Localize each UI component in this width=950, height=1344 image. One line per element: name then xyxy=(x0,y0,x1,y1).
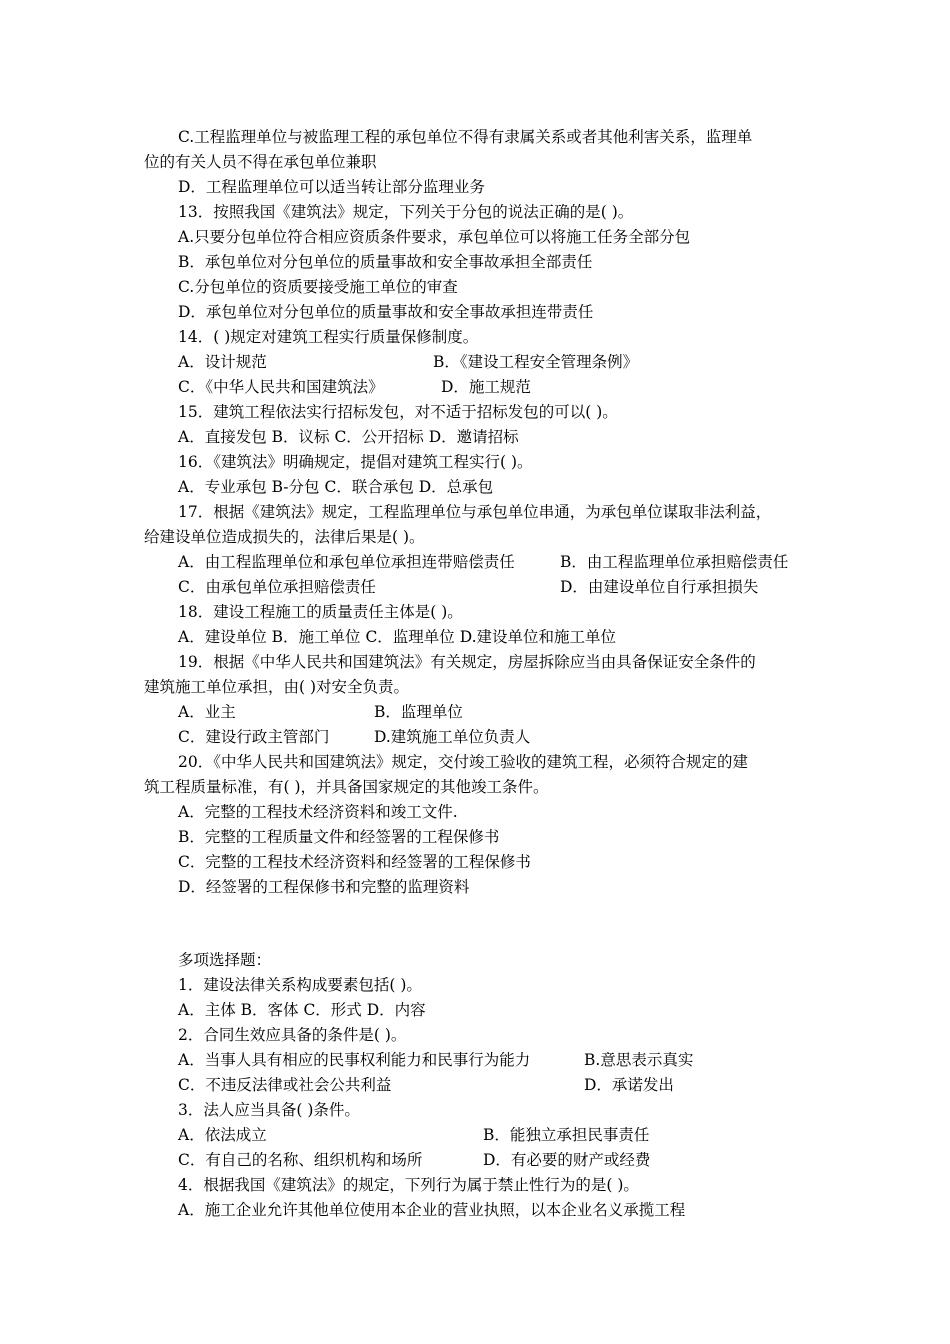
text-line: C.工程监理单位与被监理工程的承包单位不得有隶属关系或者其他利害关系，监理单 xyxy=(178,128,753,146)
option: A．当事人具有相应的民事权利能力和民事行为能力 xyxy=(178,1051,531,1069)
question-20-cont: 筑工程质量标准，有( )，并具备国家规定的其他竣工条件。 xyxy=(144,778,549,796)
option: C.分包单位的资质要接受施工单位的审查 xyxy=(178,278,458,296)
option: A．设计规范 xyxy=(178,353,267,371)
question-17: 17．根据《建筑法》规定，工程监理单位与承包单位串通，为承包单位谋取非法利益， xyxy=(178,503,772,521)
option: D．施工规范 xyxy=(441,378,531,396)
option: C．由承包单位承担赔偿责任 xyxy=(178,578,376,596)
option: A．业主 xyxy=(178,703,236,721)
multi-question-3: 3．法人应当具备( )条件。 xyxy=(178,1101,360,1119)
question-19: 19．根据《中华人民共和国建筑法》有关规定，房屋拆除应当由具备保证安全条件的 xyxy=(178,653,756,671)
options-row: A．直接发包 B．议标 C．公开招标 D．邀请招标 xyxy=(178,428,519,446)
option: A．施工企业允许其他单位使用本企业的营业执照，以本企业名义承揽工程 xyxy=(178,1201,686,1219)
option: D．由建设单位自行承担损失 xyxy=(560,578,759,596)
options-row: A．专业承包 B-分包 C．联合承包 D．总承包 xyxy=(178,478,494,496)
option: A．完整的工程技术经济资料和竣工文件. xyxy=(178,803,458,821)
option: C．完整的工程技术经济资料和经签署的工程保修书 xyxy=(178,853,531,871)
option: D.建筑施工单位负责人 xyxy=(374,728,531,746)
option: A．由工程监理单位和承包单位承担连带赔偿责任 xyxy=(178,553,515,571)
options-row: A．主体 B．客体 C．形式 D．内容 xyxy=(178,1001,426,1019)
option: C．不违反法律或社会公共利益 xyxy=(178,1076,392,1094)
section-heading: 多项选择题： xyxy=(178,951,272,969)
question-18: 18．建设工程施工的质量责任主体是( )。 xyxy=(178,603,463,621)
option: B．完整的工程质量文件和经签署的工程保修书 xyxy=(178,828,500,846)
option: B．《建设工程安全管理条例》 xyxy=(433,353,639,371)
question-13: 13．按照我国《建筑法》规定，下列关于分包的说法正确的是( )。 xyxy=(178,203,634,221)
option: C．建设行政主管部门 xyxy=(178,728,330,746)
question-14: 14．( )规定对建筑工程实行质量保修制度。 xyxy=(178,328,479,346)
options-row: A．建设单位 B．施工单位 C．监理单位 D.建设单位和施工单位 xyxy=(178,628,617,646)
question-16: 16．《建筑法》明确规定，提倡对建筑工程实行( )。 xyxy=(178,453,533,471)
multi-question-2: 2．合同生效应具备的条件是( )。 xyxy=(178,1026,407,1044)
option: B．监理单位 xyxy=(374,703,463,721)
option: D．有必要的财产或经费 xyxy=(483,1151,651,1169)
multi-question-4: 4．根据我国《建筑法》的规定，下列行为属于禁止性行为的是( )。 xyxy=(178,1176,639,1194)
option: B．承包单位对分包单位的质量事故和安全事故承担全部责任 xyxy=(178,253,593,271)
option: B.意思表示真实 xyxy=(584,1051,694,1069)
question-17-cont: 给建设单位造成损失的，法律后果是( )。 xyxy=(144,528,425,546)
text-line: D．工程监理单位可以适当转让部分监理业务 xyxy=(178,178,485,196)
option: C．《中华人民共和国建筑法》 xyxy=(178,378,384,396)
option: A.只要分包单位符合相应资质条件要求，承包单位可以将施工任务全部分包 xyxy=(178,228,691,246)
multi-question-1: 1．建设法律关系构成要素包括( )。 xyxy=(178,976,422,994)
option: A．依法成立 xyxy=(178,1126,267,1144)
option: C．有自己的名称、组织机构和场所 xyxy=(178,1151,423,1169)
option: D．承包单位对分包单位的质量事故和安全事故承担连带责任 xyxy=(178,303,594,321)
question-19-cont: 建筑施工单位承担，由( )对安全负责。 xyxy=(144,678,410,696)
question-20: 20．《中华人民共和国建筑法》规定，交付竣工验收的建筑工程，必须符合规定的建 xyxy=(178,753,748,771)
option: D．承诺发出 xyxy=(584,1076,674,1094)
option: B．能独立承担民事责任 xyxy=(483,1126,650,1144)
question-15: 15．建筑工程依法实行招标发包，对不适于招标发包的可以( )。 xyxy=(178,403,618,421)
option: D．经签署的工程保修书和完整的监理资料 xyxy=(178,878,470,896)
option: B．由工程监理单位承担赔偿责任 xyxy=(560,553,789,571)
text-line: 位的有关人员不得在承包单位兼职 xyxy=(144,153,377,171)
